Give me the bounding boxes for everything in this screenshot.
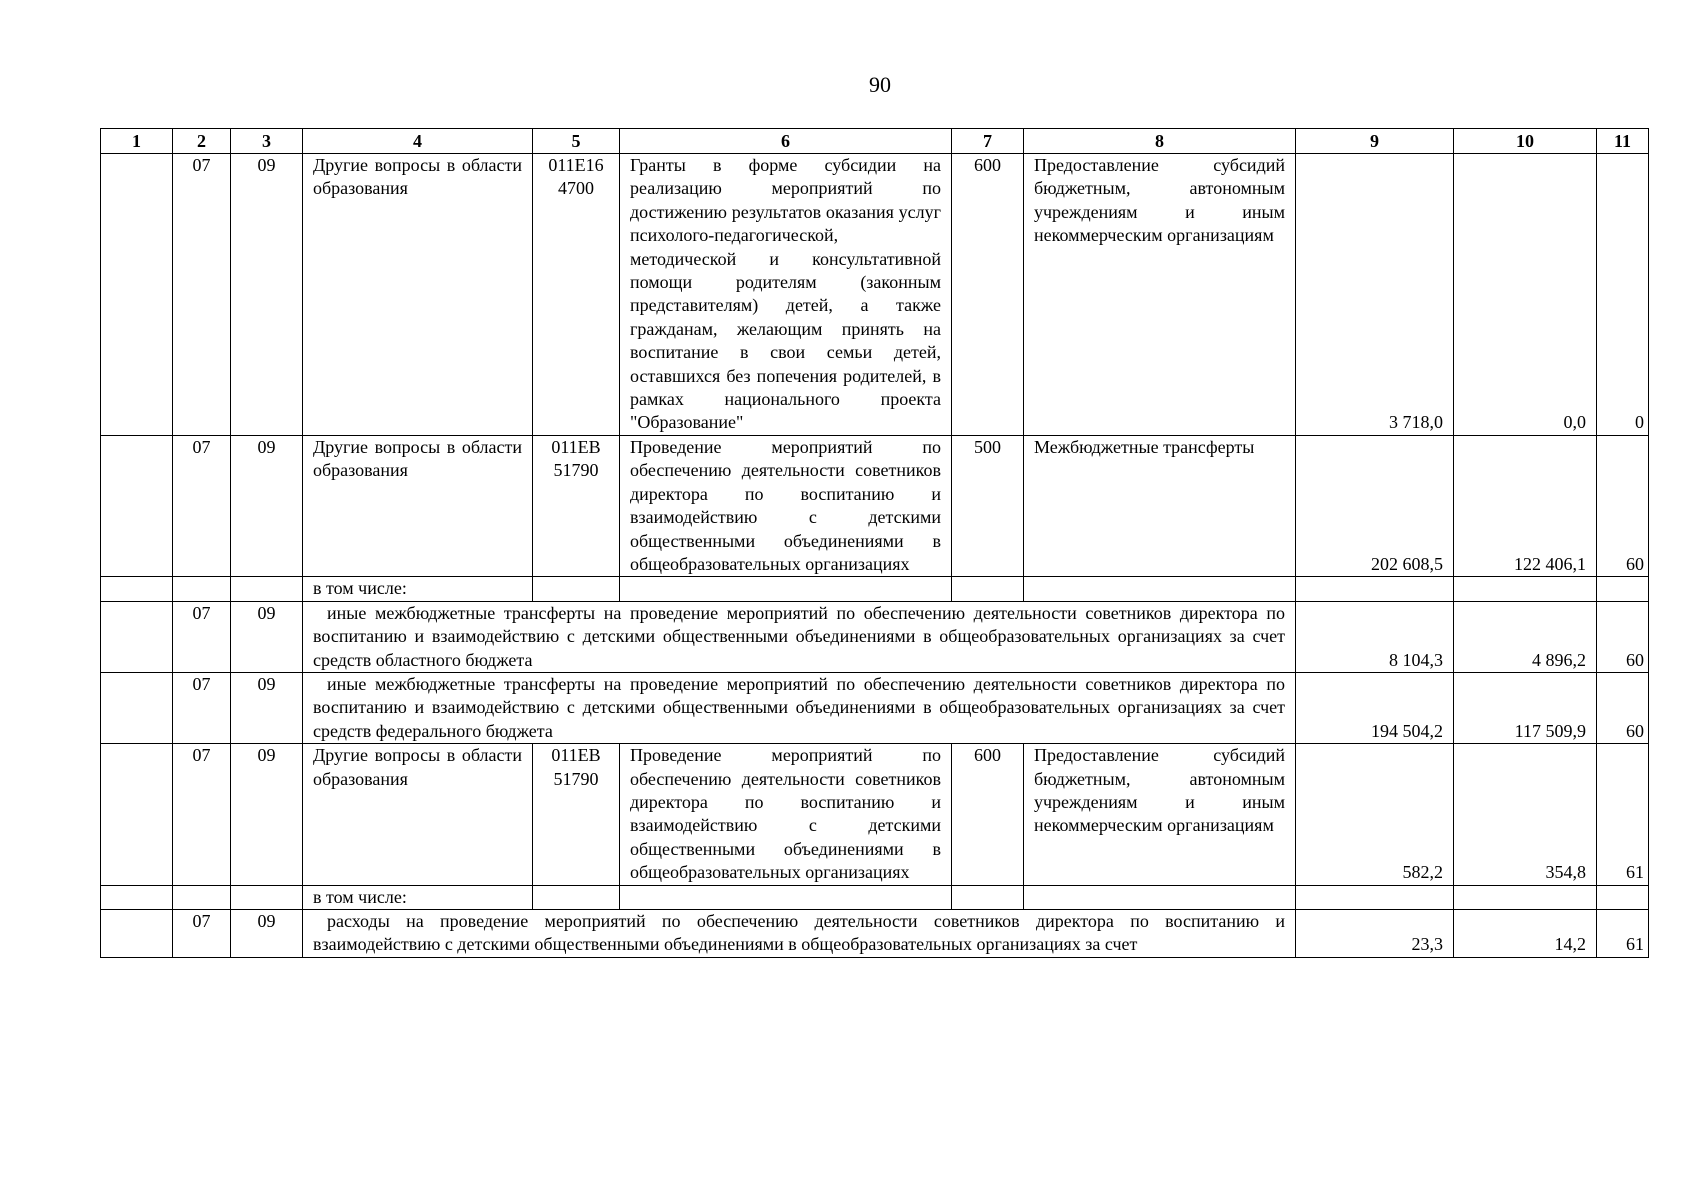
cell-target-code [533,435,620,576]
column-header-1: 1 [101,129,173,154]
cell-subsection: 09 [231,672,303,743]
target-code-part-2: 51790 [553,460,599,481]
cell-including-label: в том числе: [303,577,533,601]
column-header-5: 5 [533,129,620,154]
target-code-part-1: 011EB [551,745,601,766]
cell-section: 07 [173,154,231,436]
cell-percent: 60 [1597,601,1649,672]
cell-detail-description: иные межбюджетные трансферты на проведение мероприятий по обеспечению деятельности советников директора по воспитанию и взаимодействию с детскими общественными объединениями в общеобразовательных организациях за счет средств областного бюджета [303,601,1296,672]
column-header-8: 8 [1024,129,1296,154]
column-header-2: 2 [173,129,231,154]
cell-col1 [101,744,173,885]
cell-amount-actual: 122 406,1 [1454,435,1597,576]
cell-empty [173,885,231,909]
cell-col1 [101,435,173,576]
cell-empty [952,885,1024,909]
cell-target-name: Проведение мероприятий по обеспечению деятельности советников директора по воспитанию и взаимодействию с детскими общественными объединениями в общеобразовательных организациях [620,435,952,576]
table-row [101,672,1649,743]
cell-percent: 0 [1597,154,1649,436]
cell-percent: 60 [1597,435,1649,576]
cell-target-code [533,154,620,436]
column-header-6: 6 [620,129,952,154]
table-row [101,154,1649,436]
cell-empty [952,577,1024,601]
cell-empty [1454,577,1597,601]
cell-empty [1597,885,1649,909]
column-header-4: 4 [303,129,533,154]
cell-empty [101,672,173,743]
cell-section: 07 [173,601,231,672]
subheader-row [101,577,1649,601]
page-number: 90 [869,72,891,97]
column-header-9: 9 [1296,129,1454,154]
cell-empty [173,577,231,601]
cell-empty [1454,885,1597,909]
table-row [101,601,1649,672]
cell-subsection: 09 [231,435,303,576]
table-row [101,744,1649,885]
cell-percent: 61 [1597,744,1649,885]
cell-target-name: Проведение мероприятий по обеспечению деятельности советников директора по воспитанию и взаимодействию с детскими общественными объединениями в общеобразовательных организациях [620,744,952,885]
target-code-part-1: 011E16 [548,155,604,175]
budget-table [100,128,1649,958]
cell-including-label: в том числе: [303,885,533,909]
cell-amount-actual: 354,8 [1454,744,1597,885]
cell-col1 [101,154,173,436]
cell-amount-actual: 4 896,2 [1454,601,1597,672]
cell-section: 07 [173,744,231,885]
target-code-part-1: 011EB [551,436,601,457]
cell-percent: 60 [1597,672,1649,743]
cell-empty [1024,577,1296,601]
cell-empty [101,601,173,672]
cell-amount-plan: 3 718,0 [1296,154,1454,436]
cell-empty [1024,885,1296,909]
cell-amount-plan: 202 608,5 [1296,435,1454,576]
cell-expense-type: 600 [952,744,1024,885]
cell-empty [533,577,620,601]
cell-expense-type-name: Предоставление субсидий бюджетным, автономным учреждениям и иным некоммерческим организациям [1024,154,1296,436]
cell-empty [1296,577,1454,601]
target-code-part-2: 51790 [553,768,599,789]
column-header-3: 3 [231,129,303,154]
cell-amount-plan: 194 504,2 [1296,672,1454,743]
cell-empty [101,577,173,601]
cell-expense-type: 500 [952,435,1024,576]
cell-percent: 61 [1597,910,1649,958]
cell-empty [231,885,303,909]
cell-section-name: Другие вопросы в области образования [303,435,533,576]
cell-target-name: Гранты в форме субсидии на реализацию мероприятий по достижению результатов оказания услуг психолого-педагогической, методической и консультативной помощи родителям (законным представителям) детей, а также гражданам, желающим принять на воспитание в свои семьи детей, оставшихся без попечения родителей, в рамках национального проекта "Образование" [620,154,952,436]
cell-empty [620,885,952,909]
cell-empty [1597,577,1649,601]
cell-empty [620,577,952,601]
cell-subsection: 09 [231,601,303,672]
cell-amount-plan: 23,3 [1296,910,1454,958]
cell-detail-description: расходы на проведение мероприятий по обеспечению деятельности советников директора по воспитанию и взаимодействию с детскими общественными объединениями в общеобразовательных организациях за счет [303,910,1296,958]
cell-subsection: 09 [231,744,303,885]
cell-section: 07 [173,672,231,743]
cell-subsection: 09 [231,154,303,436]
cell-empty [533,885,620,909]
cell-empty [101,910,173,958]
cell-detail-description: иные межбюджетные трансферты на проведение мероприятий по обеспечению деятельности советников директора по воспитанию и взаимодействию с детскими общественными объединениями в общеобразовательных организациях за счет средств федерального бюджета [303,672,1296,743]
subheader-row [101,885,1649,909]
cell-expense-type: 600 [952,154,1024,436]
cell-amount-actual: 117 509,9 [1454,672,1597,743]
cell-section-name: Другие вопросы в области образования [303,154,533,436]
cell-section: 07 [173,910,231,958]
cell-section: 07 [173,435,231,576]
cell-expense-type-name: Межбюджетные трансферты [1024,435,1296,576]
cell-amount-plan: 582,2 [1296,744,1454,885]
target-code-part-2: 4700 [558,178,594,199]
cell-section-name: Другие вопросы в области образования [303,744,533,885]
cell-amount-actual: 0,0 [1454,154,1597,436]
cell-amount-actual: 14,2 [1454,910,1597,958]
column-header-7: 7 [952,129,1024,154]
cell-target-code [533,744,620,885]
column-number-header-row [101,129,1649,154]
cell-expense-type-name: Предоставление субсидий бюджетным, автономным учреждениям и иным некоммерческим организациям [1024,744,1296,885]
table-row [101,435,1649,576]
cell-empty [231,577,303,601]
cell-subsection: 09 [231,910,303,958]
column-header-11: 11 [1597,129,1649,154]
cell-empty [101,885,173,909]
cell-amount-plan: 8 104,3 [1296,601,1454,672]
table-row [101,910,1649,958]
cell-empty [1296,885,1454,909]
column-header-10: 10 [1454,129,1597,154]
